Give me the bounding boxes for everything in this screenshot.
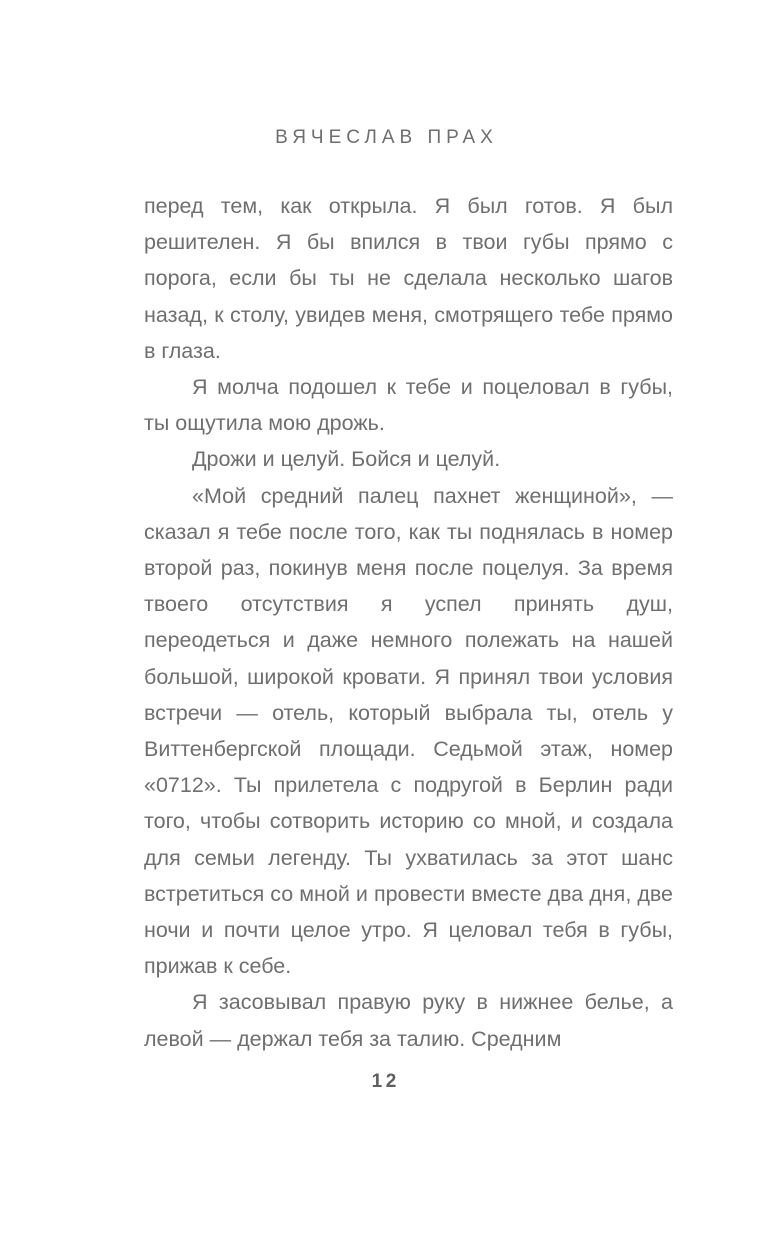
body-text-column [144,188,673,1057]
paragraph-3: Дрожи и целуй. Бойся и целуй. [192,447,501,472]
paragraph-5: Я засовывал правую руку в нижнее белье, а левой — держал тебя за талию. Средним [144,990,673,1051]
running-head-author: ВЯЧЕСЛАВ ПРАХ [275,127,498,148]
paragraph-2: Я молча подошел к тебе и поцеловал в губы, ты ощутила мою дрожь. [144,375,673,436]
paragraph-1: перед тем, как открыла. Я был готов. Я был решителен. Я бы впился в твои губы прямо с порога, если бы ты не сделала несколько шагов назад, к столу, увидев меня, смотрящего тебе прямо в глаза. [144,194,673,363]
paragraph-4: «Мой средний палец пахнет женщиной», — сказал я тебе после того, как ты поднялась в номер второй раз, покинув меня после поцелуя. За время твоего отсутствия я успел принять душ, переодеться и даже немного полежать на нашей большой, широкой кровати. Я принял твои условия встречи — отель, который выбрала ты, отель у Виттенбергской площади. Седьмой этаж, номер «0712». Ты прилетела с подругой в Берлин ради того, чтобы сотворить историю со мной, и создала для семьи легенду. Ты ухватилась за этот шанс встретиться со мной и провести вместе два дня, две ночи и почти целое утро. Я целовал тебя в губы, прижав к себе. [144,483,673,979]
page-number: 12 [371,1071,400,1092]
